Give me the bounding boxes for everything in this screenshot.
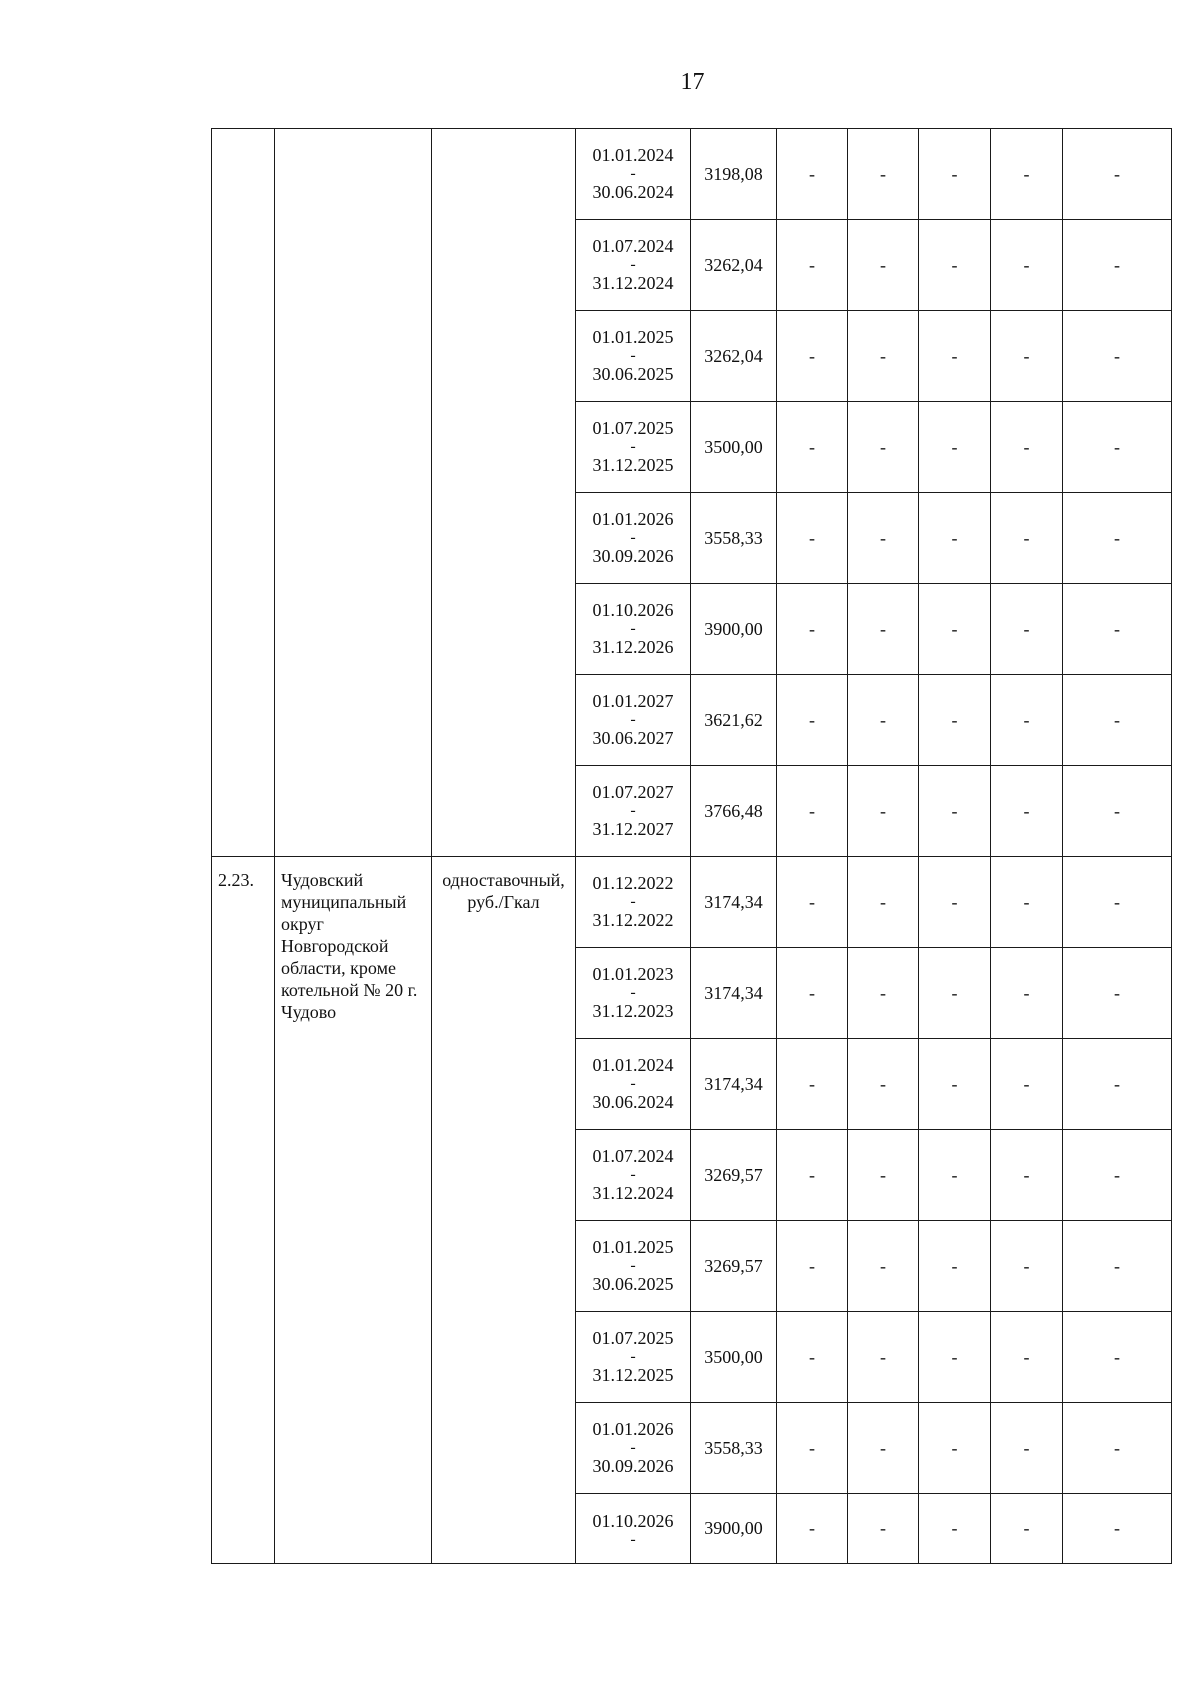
dash: - (951, 800, 958, 821)
dash: - (809, 891, 815, 912)
period-separator: - (630, 347, 636, 364)
dash: - (951, 1073, 958, 1094)
period-start: 01.01.2024 (592, 145, 674, 165)
row-index-cell (212, 129, 275, 857)
empty-value-cell (991, 766, 1063, 857)
dash: - (1114, 800, 1120, 821)
period-cell (576, 675, 691, 766)
empty-value-cell (777, 493, 848, 584)
dash: - (1114, 527, 1120, 548)
dash: - (1023, 1518, 1030, 1538)
period-cell (576, 493, 691, 584)
empty-value-cell (777, 1221, 848, 1312)
dash: - (1114, 618, 1120, 639)
dash: - (1114, 1073, 1120, 1094)
empty-value-cell (848, 311, 919, 402)
period-cell (576, 948, 691, 1039)
empty-value-cell (777, 220, 848, 311)
tariff-value: 3500,00 (704, 1346, 763, 1367)
dash: - (951, 527, 958, 548)
period (576, 1236, 690, 1296)
period-start: 01.07.2025 (592, 1328, 674, 1348)
dash: - (1114, 1164, 1120, 1185)
dash: - (951, 1518, 958, 1538)
dash: - (880, 1518, 886, 1538)
empty-value-cell (919, 1403, 991, 1494)
tariff-value: 3174,34 (704, 1073, 763, 1094)
empty-value-cell (919, 766, 991, 857)
tariff-value-cell (691, 402, 777, 493)
tariff-type-cell (432, 857, 576, 1564)
row-index-cell (212, 857, 275, 1564)
period (576, 963, 690, 1023)
empty-value-cell (919, 948, 991, 1039)
period-separator: - (630, 165, 636, 182)
period-start: 01.12.2022 (592, 873, 674, 893)
dash: - (1114, 1255, 1120, 1276)
empty-value-cell (777, 1403, 848, 1494)
empty-value-cell (1063, 1403, 1172, 1494)
period-end: 31.12.2024 (592, 273, 674, 293)
period-start: 01.01.2025 (592, 1237, 674, 1257)
empty-value-cell (848, 584, 919, 675)
period-cell (576, 857, 691, 948)
dash: - (1023, 436, 1030, 457)
dash: - (951, 709, 958, 730)
empty-value-cell (848, 1312, 919, 1403)
period-separator: - (630, 529, 636, 546)
period-separator: - (630, 1439, 636, 1456)
empty-value-cell (777, 584, 848, 675)
empty-value-cell (991, 220, 1063, 311)
table-row (212, 129, 1172, 220)
dash: - (880, 1164, 886, 1185)
empty-value-cell (919, 857, 991, 948)
period-end: 30.09.2026 (592, 546, 674, 566)
dash: - (951, 1346, 958, 1367)
empty-value-cell (919, 493, 991, 584)
dash: - (809, 1518, 815, 1538)
period-separator: - (630, 1166, 636, 1183)
tariff-value-cell (691, 311, 777, 402)
tariff-table (211, 128, 1172, 1564)
period-end: 30.09.2026 (592, 1456, 674, 1476)
dash: - (809, 254, 815, 275)
tariff-value-cell (691, 1494, 777, 1564)
dash: - (809, 1346, 815, 1367)
empty-value-cell (991, 948, 1063, 1039)
dash: - (1114, 436, 1120, 457)
empty-value-cell (919, 1312, 991, 1403)
empty-value-cell (848, 402, 919, 493)
empty-value-cell (1063, 493, 1172, 584)
period-cell (576, 1130, 691, 1221)
period-end: 31.12.2024 (592, 1183, 674, 1203)
dash: - (951, 618, 958, 639)
period-cell (576, 311, 691, 402)
empty-value-cell (919, 1494, 991, 1564)
tariff-value-cell (691, 948, 777, 1039)
dash: - (1023, 163, 1030, 184)
tariff-value-cell (691, 1130, 777, 1221)
period (576, 1054, 690, 1114)
empty-value-cell (919, 1039, 991, 1130)
dash: - (880, 163, 886, 184)
empty-value-cell (919, 675, 991, 766)
tariff-value: 3558,33 (704, 527, 763, 548)
tariff-value: 3269,57 (704, 1164, 763, 1185)
period-separator: - (630, 1075, 636, 1092)
dash: - (809, 800, 815, 821)
period-start: 01.01.2024 (592, 1055, 674, 1075)
dash: - (1023, 982, 1030, 1003)
empty-value-cell (919, 220, 991, 311)
empty-value-cell (991, 1039, 1063, 1130)
territory-cell (275, 129, 432, 857)
period (576, 235, 690, 295)
period-end: 31.12.2023 (592, 1001, 674, 1021)
empty-value-cell (777, 948, 848, 1039)
empty-value-cell (1063, 1494, 1172, 1564)
dash: - (951, 1255, 958, 1276)
dash: - (1114, 163, 1120, 184)
dash: - (951, 982, 958, 1003)
empty-value-cell (777, 129, 848, 220)
empty-value-cell (848, 1221, 919, 1312)
period-cell (576, 129, 691, 220)
empty-value-cell (919, 1221, 991, 1312)
period (576, 872, 690, 932)
dash: - (951, 436, 958, 457)
period (576, 144, 690, 204)
tariff-value: 3262,04 (704, 254, 763, 275)
empty-value-cell (1063, 584, 1172, 675)
empty-value-cell (991, 1494, 1063, 1564)
period-cell (576, 584, 691, 675)
empty-value-cell (991, 1312, 1063, 1403)
empty-value-cell (848, 857, 919, 948)
empty-value-cell (848, 220, 919, 311)
table-row (212, 857, 1172, 948)
dash: - (880, 527, 886, 548)
tariff-value: 3766,48 (704, 800, 763, 821)
period-separator: - (630, 1348, 636, 1365)
tariff-value-cell (691, 1312, 777, 1403)
empty-value-cell (919, 584, 991, 675)
empty-value-cell (1063, 311, 1172, 402)
period-cell (576, 766, 691, 857)
dash: - (880, 1073, 886, 1094)
tariff-value-cell (691, 1039, 777, 1130)
dash: - (880, 1437, 886, 1458)
dash: - (1114, 1346, 1120, 1367)
dash: - (951, 1164, 958, 1185)
tariff-value: 3269,57 (704, 1255, 763, 1276)
empty-value-cell (1063, 1039, 1172, 1130)
dash: - (1023, 1164, 1030, 1185)
dash: - (951, 1437, 958, 1458)
empty-value-cell (991, 1403, 1063, 1494)
dash: - (1023, 1437, 1030, 1458)
dash: - (1114, 891, 1120, 912)
period-end: 30.06.2027 (592, 728, 674, 748)
territory-cell (275, 857, 432, 1564)
period-start: 01.01.2026 (592, 1419, 674, 1439)
dash: - (1023, 1073, 1030, 1094)
tariff-value-cell (691, 220, 777, 311)
dash: - (880, 254, 886, 275)
tariff-value-cell (691, 675, 777, 766)
empty-value-cell (777, 1130, 848, 1221)
dash: - (809, 709, 815, 730)
empty-value-cell (777, 402, 848, 493)
empty-value-cell (848, 948, 919, 1039)
row-index: 2.23. (218, 870, 254, 890)
empty-value-cell (1063, 1221, 1172, 1312)
tariff-value: 3558,33 (704, 1437, 763, 1458)
tariff-value: 3900,00 (704, 1518, 763, 1538)
empty-value-cell (1063, 857, 1172, 948)
empty-value-cell (919, 1130, 991, 1221)
dash: - (809, 1437, 815, 1458)
period-separator: - (630, 802, 636, 819)
dash: - (809, 982, 815, 1003)
period-separator: - (630, 256, 636, 273)
period (576, 326, 690, 386)
dash: - (880, 800, 886, 821)
dash: - (1114, 982, 1120, 1003)
dash: - (1023, 254, 1030, 275)
dash: - (809, 527, 815, 548)
dash: - (1023, 709, 1030, 730)
empty-value-cell (1063, 675, 1172, 766)
empty-value-cell (848, 1403, 919, 1494)
tariff-value: 3262,04 (704, 345, 763, 366)
dash: - (1023, 891, 1030, 912)
empty-value-cell (991, 311, 1063, 402)
period-start: 01.01.2026 (592, 509, 674, 529)
page-number: 17 (680, 69, 705, 95)
period-start: 01.07.2024 (592, 236, 674, 256)
empty-value-cell (848, 1130, 919, 1221)
dash: - (1023, 527, 1030, 548)
tariff-value-cell (691, 1221, 777, 1312)
empty-value-cell (777, 1312, 848, 1403)
empty-value-cell (777, 1039, 848, 1130)
tariff-value: 3621,62 (704, 709, 763, 730)
tariff-value-cell (691, 493, 777, 584)
empty-value-cell (1063, 1312, 1172, 1403)
dash: - (809, 1164, 815, 1185)
dash: - (809, 1073, 815, 1094)
period (576, 1327, 690, 1387)
tariff-value-cell (691, 129, 777, 220)
period-start: 01.07.2027 (592, 782, 674, 802)
empty-value-cell (991, 493, 1063, 584)
empty-value-cell (1063, 402, 1172, 493)
empty-value-cell (777, 311, 848, 402)
period-end: 31.12.2022 (592, 910, 674, 930)
period-start: 01.01.2027 (592, 691, 674, 711)
empty-value-cell (1063, 948, 1172, 1039)
tariff-type-cell (432, 129, 576, 857)
period (576, 781, 690, 841)
empty-value-cell (919, 311, 991, 402)
period-start: 01.07.2025 (592, 418, 674, 438)
period-cell (576, 1221, 691, 1312)
dash: - (880, 982, 886, 1003)
period-end: 31.12.2025 (592, 455, 674, 475)
dash: - (809, 345, 815, 366)
dash: - (1023, 618, 1030, 639)
period-separator: - (630, 984, 636, 1001)
empty-value-cell (848, 1494, 919, 1564)
dash: - (880, 891, 886, 912)
period-separator: - (630, 711, 636, 728)
empty-value-cell (991, 857, 1063, 948)
period (576, 417, 690, 477)
period-cell (576, 1312, 691, 1403)
table-body (212, 129, 1172, 1564)
dash: - (1114, 1437, 1120, 1458)
period-end: 30.06.2025 (592, 1274, 674, 1294)
tariff-value: 3174,34 (704, 891, 763, 912)
period-start: 01.01.2023 (592, 964, 674, 984)
empty-value-cell (991, 584, 1063, 675)
dash: - (809, 618, 815, 639)
dash: - (1114, 1518, 1120, 1538)
empty-value-cell (848, 493, 919, 584)
empty-value-cell (991, 1221, 1063, 1312)
dash: - (880, 1346, 886, 1367)
period-end: 30.06.2025 (592, 364, 674, 384)
empty-value-cell (991, 129, 1063, 220)
dash: - (880, 436, 886, 457)
dash: - (951, 891, 958, 912)
dash: - (880, 618, 886, 639)
dash: - (880, 1255, 886, 1276)
period-separator: - (630, 893, 636, 910)
dash: - (1023, 800, 1030, 821)
tariff-value-cell (691, 766, 777, 857)
dash: - (1023, 345, 1030, 366)
empty-value-cell (1063, 1130, 1172, 1221)
dash: - (880, 709, 886, 730)
dash: - (809, 1255, 815, 1276)
empty-value-cell (848, 675, 919, 766)
period-end: 31.12.2027 (592, 819, 674, 839)
period (576, 508, 690, 568)
dash: - (1023, 1346, 1030, 1367)
period-end: 31.12.2026 (592, 637, 674, 657)
period-separator: - (630, 1257, 636, 1274)
territory-name: Чудовский муниципальный округ Новгородской области, кроме котельной № 20 г. Чудово (281, 870, 418, 1022)
period-cell (576, 1403, 691, 1494)
period (576, 690, 690, 750)
period (576, 599, 690, 659)
empty-value-cell (919, 402, 991, 493)
empty-value-cell (848, 129, 919, 220)
period-start: 01.10.2026 (592, 600, 674, 620)
empty-value-cell (777, 1494, 848, 1564)
tariff-value: 3900,00 (704, 618, 763, 639)
dash: - (951, 163, 958, 184)
period (576, 1510, 690, 1547)
period-cell (576, 1494, 691, 1564)
dash: - (951, 345, 958, 366)
tariff-value: 3198,08 (704, 163, 763, 184)
empty-value-cell (1063, 766, 1172, 857)
period-cell (576, 402, 691, 493)
empty-value-cell (777, 675, 848, 766)
period (576, 1145, 690, 1205)
tariff-type: одноставочный, руб./Гкал (442, 870, 565, 912)
dash: - (809, 436, 815, 457)
period-separator: - (630, 438, 636, 455)
tariff-value-cell (691, 857, 777, 948)
empty-value-cell (991, 402, 1063, 493)
tariff-value-cell (691, 584, 777, 675)
tariff-value-cell (691, 1403, 777, 1494)
dash: - (1114, 254, 1120, 275)
dash: - (1023, 1255, 1030, 1276)
period-end: 30.06.2024 (592, 1092, 674, 1112)
empty-value-cell (1063, 129, 1172, 220)
dash: - (951, 254, 958, 275)
period (576, 1418, 690, 1478)
period-separator: - (630, 620, 636, 637)
dash: - (1114, 709, 1120, 730)
dash: - (809, 163, 815, 184)
empty-value-cell (919, 129, 991, 220)
empty-value-cell (991, 675, 1063, 766)
dash: - (1114, 345, 1120, 366)
period-start: 01.07.2024 (592, 1146, 674, 1166)
period-cell (576, 1039, 691, 1130)
empty-value-cell (991, 1130, 1063, 1221)
period-separator: - (630, 1531, 636, 1548)
tariff-value: 3500,00 (704, 436, 763, 457)
empty-value-cell (848, 1039, 919, 1130)
empty-value-cell (777, 766, 848, 857)
dash: - (880, 345, 886, 366)
period-start: 01.01.2025 (592, 327, 674, 347)
period-cell (576, 220, 691, 311)
empty-value-cell (777, 857, 848, 948)
period-end: 30.06.2024 (592, 182, 674, 202)
empty-value-cell (1063, 220, 1172, 311)
period-start: 01.10.2026 (592, 1511, 674, 1531)
empty-value-cell (848, 766, 919, 857)
tariff-value: 3174,34 (704, 982, 763, 1003)
period-end: 31.12.2025 (592, 1365, 674, 1385)
